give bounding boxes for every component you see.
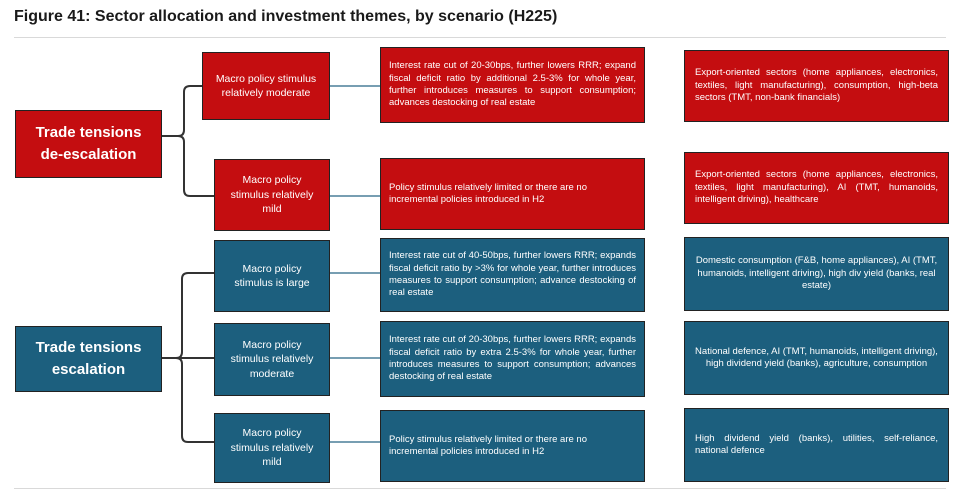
themes-box — [684, 321, 949, 395]
brace-deesc-bottom — [162, 136, 214, 196]
policy-box — [202, 52, 330, 120]
policy-box — [214, 413, 330, 483]
brace-esc-bottom — [162, 358, 214, 442]
figure-title: Figure 41: Sector allocation and investment themes, by scenario (H225) — [14, 8, 558, 25]
measures-text: Policy stimulus relatively limited or there are no incremental policies introduced in H2 — [389, 181, 587, 205]
policy-label: Macro policy stimulus relatively mild — [230, 174, 314, 216]
scenario-deescalation — [15, 110, 162, 178]
measures-text: Policy stimulus relatively limited or there are no incremental policies introduced in H2 — [389, 433, 587, 457]
policy-label: Macro policy stimulus relatively moderate — [230, 338, 314, 380]
measures-box — [380, 321, 645, 397]
themes-box — [684, 237, 949, 311]
measures-box — [380, 238, 645, 312]
brace-esc-top — [162, 273, 214, 358]
themes-text: National defence, AI (TMT, humanoids, intelligent driving), high dividend yield (banks), agriculture, consumption — [695, 345, 938, 369]
policy-label: Macro policy stimulus is large — [234, 262, 310, 289]
measures-box — [380, 410, 645, 482]
policy-label: Macro policy stimulus relatively moderate — [215, 72, 317, 99]
scenario-label: Trade tensions escalation — [35, 338, 142, 378]
measures-box — [380, 158, 645, 230]
measures-box — [380, 47, 645, 123]
themes-box — [684, 152, 949, 224]
brace-deesc-top — [162, 86, 202, 136]
themes-text: Export-oriented sectors (home appliances, electronics, textiles, light manufacturing), AI (TMT, humanoids, intelligent driving), healthcare — [695, 169, 938, 206]
themes-text: High dividend yield (banks), utilities, self-reliance, national defence — [695, 432, 938, 456]
scenario-label: Trade tensions de-escalation — [35, 123, 142, 163]
themes-box — [684, 408, 949, 482]
measures-text: Interest rate cut of 20-30bps, further lowers RRR; expand fiscal deficit ratio by additional 2.5-3% for whole year, further introduces measures to support consumption; advances destocking of real estate — [389, 60, 636, 109]
measures-text: Interest rate cut of 40-50bps, further lowers RRR; expands fiscal deficit ratio by >3% for whole year, further introduces measures to support consumption; advance destocking of real estate — [389, 250, 636, 299]
policy-box — [214, 159, 330, 231]
policy-box — [214, 240, 330, 312]
policy-label: Macro policy stimulus relatively mild — [230, 427, 314, 469]
scenario-escalation — [15, 326, 162, 392]
measures-text: Interest rate cut of 20-30bps, further lowers RRR; expands fiscal deficit ratio by extra 2.5-3% for whole year, further introduces measures to support consumption; advances destocking of real estate — [389, 334, 636, 383]
themes-text: Export-oriented sectors (home appliances, electronics, textiles, light manufacturing), consumption, high-beta sectors (TMT, non-bank financials) — [695, 67, 938, 104]
themes-box — [684, 50, 949, 122]
policy-box — [214, 323, 330, 396]
themes-text: Domestic consumption (F&B, home appliances), AI (TMT, humanoids, intelligent driving), high div yield (banks, real estate) — [695, 255, 938, 292]
